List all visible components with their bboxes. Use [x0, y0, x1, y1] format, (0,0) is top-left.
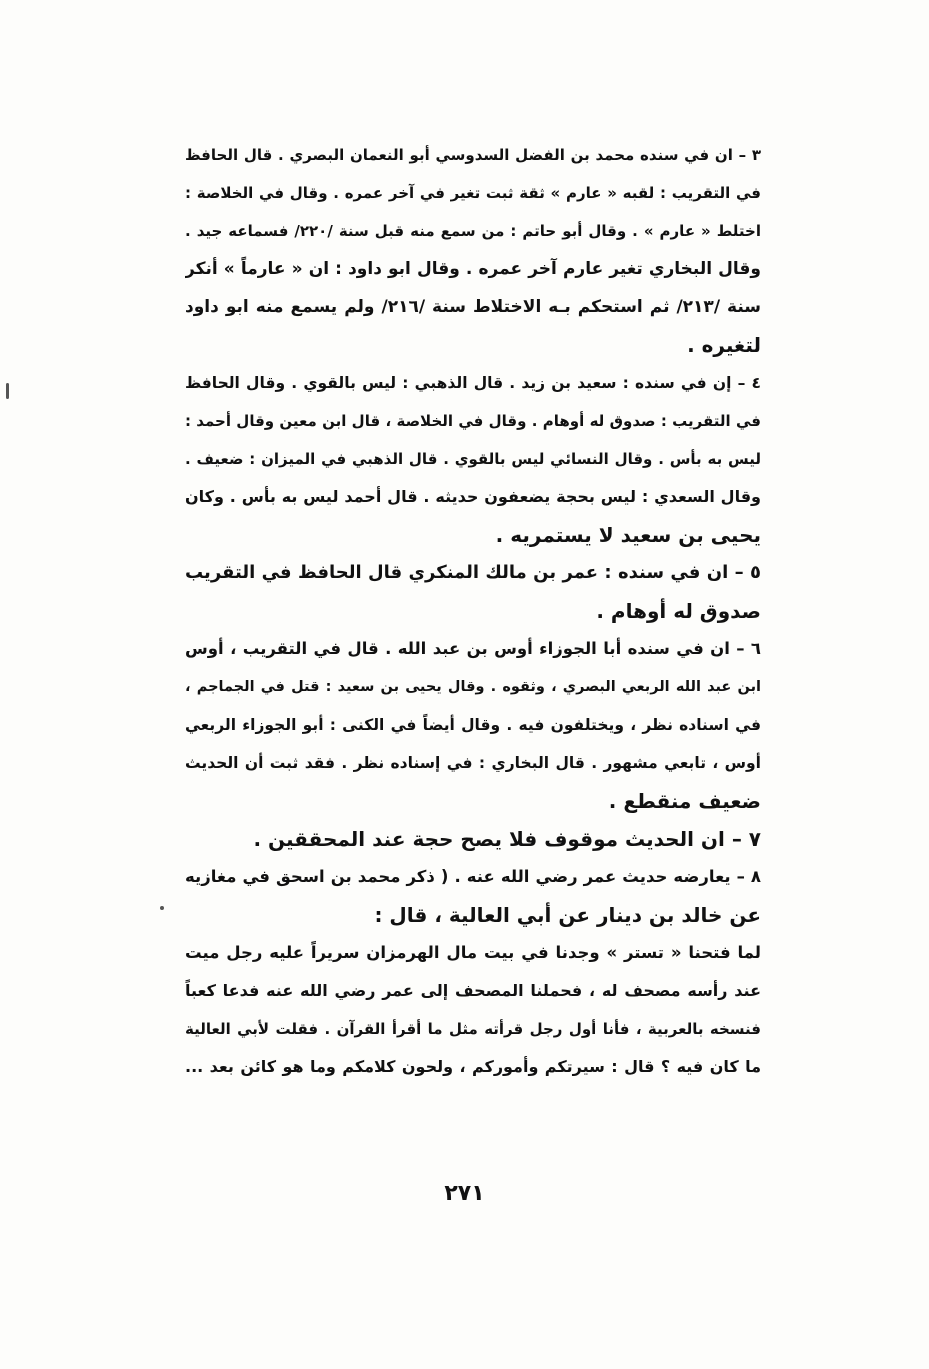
text-line-9: ليس به بأس . وقال النسائي ليس بالقوي . قال الذهبي في الميزان : ضعيف . [185, 450, 761, 468]
text-line-2: في التقريب : لقبه « عارم » ثقة ثبت تغير في آخر عمره . وقال في الخلاصة : [185, 184, 761, 202]
text-line-14: ٦ – ان في سنده أبا الجوزاء أوس بن عبد الله . قال في التقريب ، أوس [185, 639, 761, 658]
text-line-20: ٨ – يعارضه حديث عمر رضي الله عنه . ( ذكر محمد بن اسحق في مغازيه [185, 867, 761, 886]
text-line-5: سنة /٢١٣/ ثم استحكم بـه الاختلاط سنة /٢١٦/ ولم يسمع منه ابو داود [185, 297, 761, 317]
text-line-16: في اسناده نظر ، ويختلفون فيه . وقال أيضاً في الكنى : أبو الجوزاء الربعي [185, 716, 761, 734]
text-line-18: ضعيف منقطع . [608, 789, 761, 813]
scan-speck [160, 906, 164, 910]
text-line-1: ٣ – ان في سنده محمد بن الفضل السدوسي أبو النعمان البصري . قال الحافظ [185, 146, 761, 164]
body-text [185, 136, 761, 1086]
page-number: ٢٧١ [444, 1181, 485, 1206]
text-line-25: ما كان فيه ؟ قال : سيرتكم وأموركم ، ولحون كلامكم وما هو كائن بعد ... [185, 1057, 761, 1076]
text-line-8: في التقريب : صدوق له أوهام . وقال في الخلاصة ، قال ابن معين وقال أحمد : [185, 412, 761, 430]
text-line-11: يحيى بن سعيد لا يستمريه . [495, 523, 761, 547]
text-line-19: ٧ – ان الحديث موقوف فلا يصح حجة عند المحققين . [253, 827, 761, 851]
text-line-12: ٥ – ان في سنده : عمر بن مالك المنكري قال الحافظ في التقريب [185, 562, 761, 583]
text-line-13: صدوق له أوهام . [596, 599, 761, 623]
text-line-24: فنسخه بالعربية ، فأنا أول رجل قرأته مثل ما أقرأ القرآن . فقلت لأبي العالية [185, 1020, 761, 1038]
text-line-17: أوس ، تابعي مشهور . قال البخاري : في إسناده نظر . فقد ثبت أن الحديث [185, 754, 761, 772]
text-line-4: وقال البخاري تغير عارم آخر عمره . وقال ابو داود : ان « عارماً » أنكر [185, 259, 761, 279]
text-line-22: لما فتحنا « تستر » وجدنا في بيت مال الهرمزان سريراً عليه رجل ميت [185, 943, 761, 962]
text-line-21: عن خالد بن دينار عن أبي العالية ، قال : [374, 903, 761, 927]
text-line-15: ابن عبد الله الربعي البصري ، وثقوه . وقال يحيى بن سعيد : قتل في الجماجم ، [185, 679, 761, 695]
scan-speck [6, 383, 9, 399]
text-line-10: وقال السعدي : ليس بحجة يضعفون حديثه . قال أحمد ليس به بأس . وكان [185, 487, 761, 506]
text-line-6: لتغيره . [687, 333, 761, 357]
text-line-7: ٤ – إن في سنده : سعيد بن زيد . قال الذهبي : ليس بالقوي . وقال الحافظ [185, 374, 761, 392]
text-line-23: عند رأسه مصحف له ، فحملنا المصحف إلى عمر رضي الله عنه فدعا كعباً [185, 981, 761, 1000]
text-line-3: اختلط « عارم » . وقال أبو حاتم : من سمع منه قبل سنة /٢٢٠/ فسماعه جيد . [185, 222, 761, 240]
